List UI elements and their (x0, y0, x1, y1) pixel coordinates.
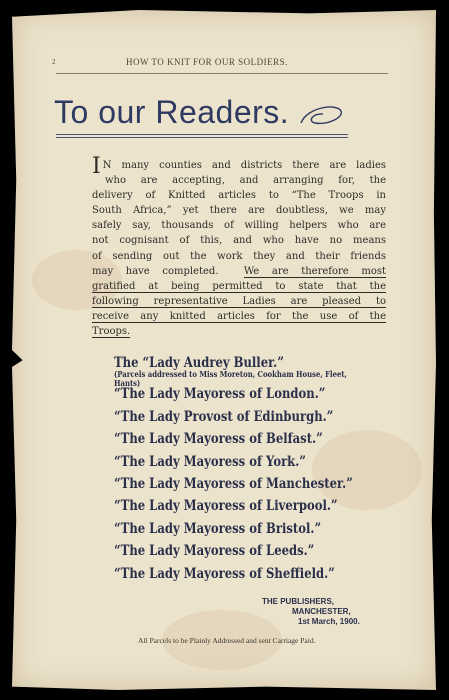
title-rule (56, 134, 348, 135)
para-line: following representative Ladies are pleased to (92, 295, 386, 307)
list-item: “The Lady Mayoress of Belfast.” (114, 431, 323, 448)
para-line: South Africa,” yet there are doubtless, we may (92, 205, 386, 217)
page-number: 2 (52, 58, 56, 66)
para-line: safely say, thousands of willing helpers who are (92, 220, 386, 232)
para-line: of sending out the work they and their friends (92, 250, 386, 262)
list-item: “The Lady Mayoress of Liverpool.” (114, 498, 338, 515)
para-line: not cognisant of this, and who have no means (92, 235, 386, 247)
drop-cap: I (92, 154, 101, 179)
running-title: HOW TO KNIT FOR OUR SOLDIERS. (126, 57, 288, 67)
list-item: The “Lady Audrey Buller.” (114, 355, 284, 371)
flourish-ornament (297, 103, 345, 129)
list-item: “The Lady Mayoress of York.” (114, 453, 306, 470)
para-line: receive any knitted articles for the use of the (92, 310, 386, 322)
list-item: “The Lady Mayoress of Manchester.” (114, 475, 353, 492)
publisher-block (262, 597, 392, 627)
list-item: “The Lady Mayoress of Sheffield.” (114, 565, 335, 582)
para-line: who are accepting, and arranging for, the (105, 175, 386, 187)
publish-date: 1st March, 1900. (298, 617, 360, 626)
page-title: To our Readers. (54, 94, 290, 130)
parcel-note: (Parcels addressed to Miss Moreton, Cookham House, Fleet, Hants) (114, 369, 348, 389)
para-line: delivery of Knitted articles to “The Troops in (92, 190, 386, 202)
para-line: may have completed. We are therefore most (92, 265, 387, 277)
ladies-list (114, 352, 363, 585)
para-line: gratified at being permitted to state that the (92, 280, 386, 292)
intro-paragraph (92, 154, 387, 339)
list-item: “The Lady Provost of Edinburgh.” (114, 408, 334, 425)
header-rule (56, 73, 388, 74)
footer-note: All Parcels to be Plainly Addressed and sent Carriage Paid. (138, 636, 316, 645)
publisher-line: THE PUBLISHERS, (262, 597, 335, 606)
para-line: I N many counties and districts there are ladies (92, 154, 386, 179)
para-line: Troops. (92, 326, 131, 338)
list-item: “The Lady Mayoress of London.” (114, 386, 326, 403)
title-rule (56, 137, 348, 138)
publisher-city: MANCHESTER, (292, 607, 351, 616)
underlined-text: We are therefore most (243, 265, 387, 277)
list-item: “The Lady Mayoress of Leeds.” (114, 543, 315, 560)
list-item: “The Lady Mayoress of Bristol.” (114, 520, 322, 537)
